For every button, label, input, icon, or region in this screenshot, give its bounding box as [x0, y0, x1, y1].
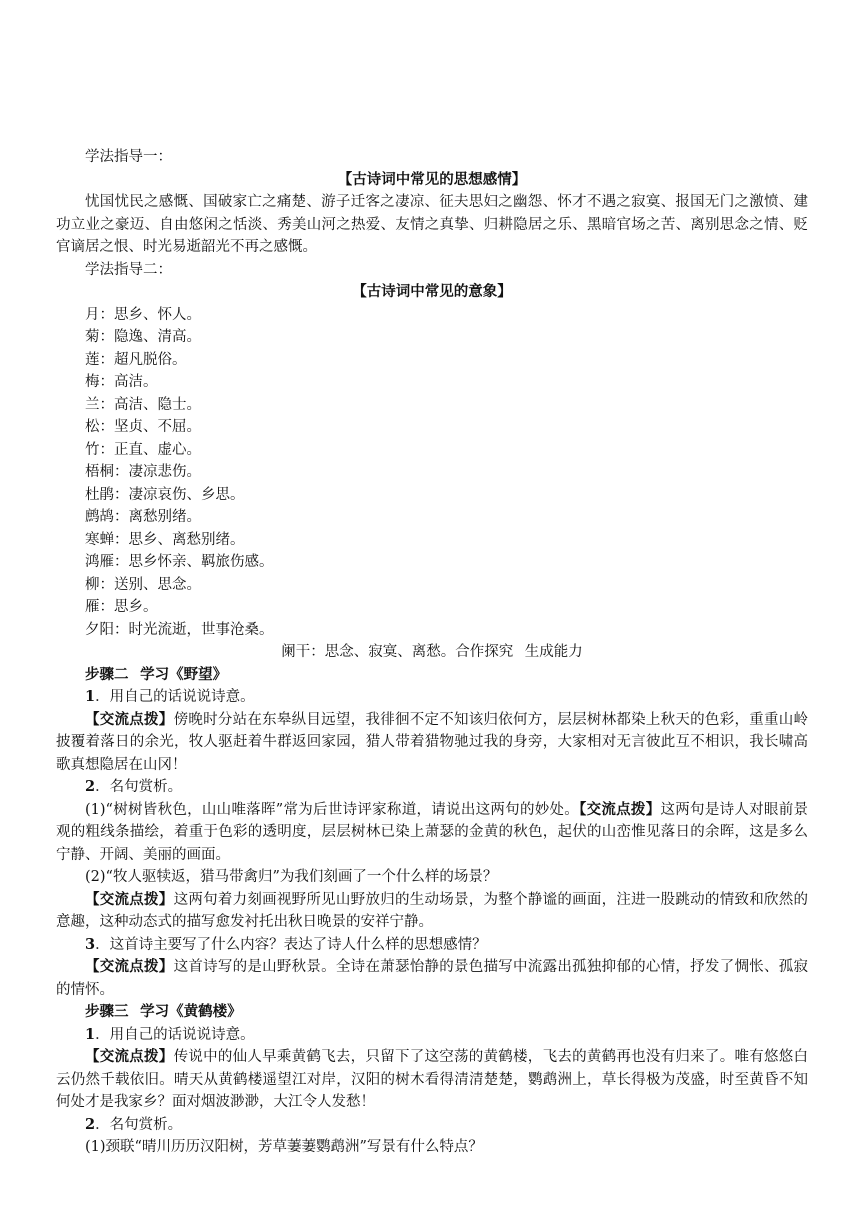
- step2-title: 学习《野望》: [140, 666, 228, 683]
- step2-q2-1: [56, 799, 808, 867]
- answer-tag: 【交流点拨】: [85, 711, 174, 728]
- q-text: ．这首诗主要写了什么内容？表达了诗人什么样的思想感情？: [95, 936, 487, 953]
- imagery-item: 菊：隐逸、清高。: [85, 329, 201, 345]
- imagery-item-last: [56, 641, 808, 664]
- q-number: 2: [85, 778, 96, 795]
- answer-tag: 【交流点拨】: [85, 1049, 174, 1065]
- answer-text: 傍晚时分站在东皋纵目远望，我徘徊不定不知该归依何方，层层树林都染上秋天的色彩，重重山岭披覆着落日的余光，牧人驱赶着牛群返回家园，猎人带着猎物驰过我的身旁，大家相对无言彼此互不相识，我长啸高歌真想隐居在山冈！: [56, 711, 808, 773]
- step2-a1: [56, 709, 808, 777]
- step3-q1: [56, 1024, 808, 1047]
- step2-q2-2: (2)“牧人驱犊返，猎马带禽归”为我们刻画了一个什么样的场景？: [85, 869, 498, 885]
- q-text: ．名句赏析。: [95, 779, 183, 795]
- imagery-item: 兰：高洁、隐士。: [85, 396, 201, 413]
- imagery-item: 松：坚贞、不屈。: [85, 419, 201, 435]
- step2-q1: [56, 686, 808, 709]
- step3-q2: [56, 1114, 808, 1137]
- imagery-item: 雁：思乡。: [85, 599, 158, 615]
- answer-text: 这两句是诗人对眼前景观的粗线条描绘，着重于色彩的透明度，层层树林已染上萧瑟的金黄的秋色，起伏的山峦惟见落日的余晖，这是多么宁静、开阔、美丽的画面。: [56, 801, 808, 863]
- step3-q2-1: (1)颈联“晴川历历汉阳树，芳草萋萋鹦鹉洲”写景有什么特点？: [85, 1139, 483, 1155]
- subq-text: (1)“树树皆秋色，山山唯落晖”常为后世诗评家称道，请说出这两句的妙处。: [85, 801, 580, 818]
- imagery-item: 鸿雁：思乡怀亲、羁旅伤感。: [85, 554, 274, 570]
- imagery-item: 柳：送别、思念。: [85, 576, 201, 593]
- q-number: 3: [85, 935, 96, 953]
- step2-heading: [56, 664, 808, 687]
- answer-tag: 【交流点拨】: [579, 801, 661, 818]
- imagery-item: 梅：高洁。: [85, 374, 158, 390]
- q-text: ．用自己的话说说诗意。: [95, 689, 255, 705]
- imagery-item: 梧桐：凄凉悲伤。: [85, 464, 201, 480]
- step3-label: 步骤三: [85, 1004, 129, 1020]
- guide1-label: 学法指导一：: [85, 149, 172, 165]
- answer-tag: 【交流点拨】: [85, 959, 174, 975]
- section-heading-b: 生成能力: [524, 644, 583, 660]
- q-number: 2: [85, 1115, 96, 1133]
- imagery-item: 杜鹃：凄凉哀伤、乡思。: [85, 486, 245, 503]
- step2-a2-2: [56, 889, 808, 934]
- answer-text: 这首诗写的是山野秋景。全诗在萧瑟怡静的景色描写中流露出孤独抑郁的心情，抒发了惆怅、孤寂的情怀。: [56, 959, 808, 998]
- imagery-item: 鹧鸪：离愁别绪。: [85, 509, 201, 525]
- q-number: 1: [85, 1025, 96, 1043]
- step3-title: 学习《黄鹤楼》: [140, 1004, 242, 1020]
- imagery-item: 莲：超凡脱俗。: [85, 351, 187, 368]
- q-text: ．名句赏析。: [95, 1116, 183, 1133]
- step3-a1: [56, 1046, 808, 1114]
- imagery-list: [56, 304, 808, 664]
- answer-text: 传说中的仙人早乘黄鹤飞去，只留下了这空荡的黄鹤楼，飞去的黄鹤再也没有归来了。唯有悠悠白云仍然千载依旧。晴天从黄鹤楼遥望江对岸，汉阳的树木看得清清楚楚，鹦鹉洲上，草长得极为茂盛，时至黄昏不知何处才是我家乡？面对烟波渺渺，大江令人发愁！: [56, 1049, 808, 1110]
- imagery-last-text: 阑干：思念、寂寞、离愁。: [281, 644, 456, 660]
- guide2-title: 【古诗词中常见的意象】: [352, 284, 512, 300]
- q-text: ．用自己的话说说诗意。: [95, 1026, 255, 1043]
- guide1-body: 忧国忧民之感慨、国破家亡之痛楚、游子迁客之凄凉、征夫思妇之幽怨、怀才不遇之寂寞、报国无门之激愤、建功立业之豪迈、自由悠闲之恬淡、秀美山河之热爱、友情之真挚、归耕隐居之乐、黑暗官场之苦、离别思念之情、贬官谪居之恨、时光易逝韶光不再之感慨。: [56, 194, 808, 255]
- imagery-item: 夕阳：时光流逝，世事沧桑。: [85, 621, 274, 638]
- step2-a3: [56, 956, 808, 1001]
- step2-q2: [56, 776, 808, 799]
- q-number: 1: [85, 688, 96, 705]
- guide2-label: 学法指导二：: [85, 261, 172, 278]
- section-heading-a: 合作探究: [455, 644, 514, 660]
- step2-q3: [56, 934, 808, 957]
- imagery-item: 月：思乡、怀人。: [85, 306, 201, 323]
- guide1-title: 【古诗词中常见的思想感情】: [337, 171, 527, 188]
- imagery-item: 寒蝉：思乡、离愁别绪。: [85, 531, 245, 548]
- imagery-item: 竹：正直、虚心。: [85, 441, 201, 458]
- step2-label: 步骤二: [85, 666, 129, 683]
- answer-text: 这两句着力刻画视野所见山野放归的生动场景，为整个静谧的画面，注进一股跳动的情致和欣然的意趣，这种动态式的描写愈发衬托出秋日晚景的安祥宁静。: [56, 891, 808, 930]
- step3-heading: [56, 1001, 808, 1024]
- answer-tag: 【交流点拨】: [85, 891, 174, 908]
